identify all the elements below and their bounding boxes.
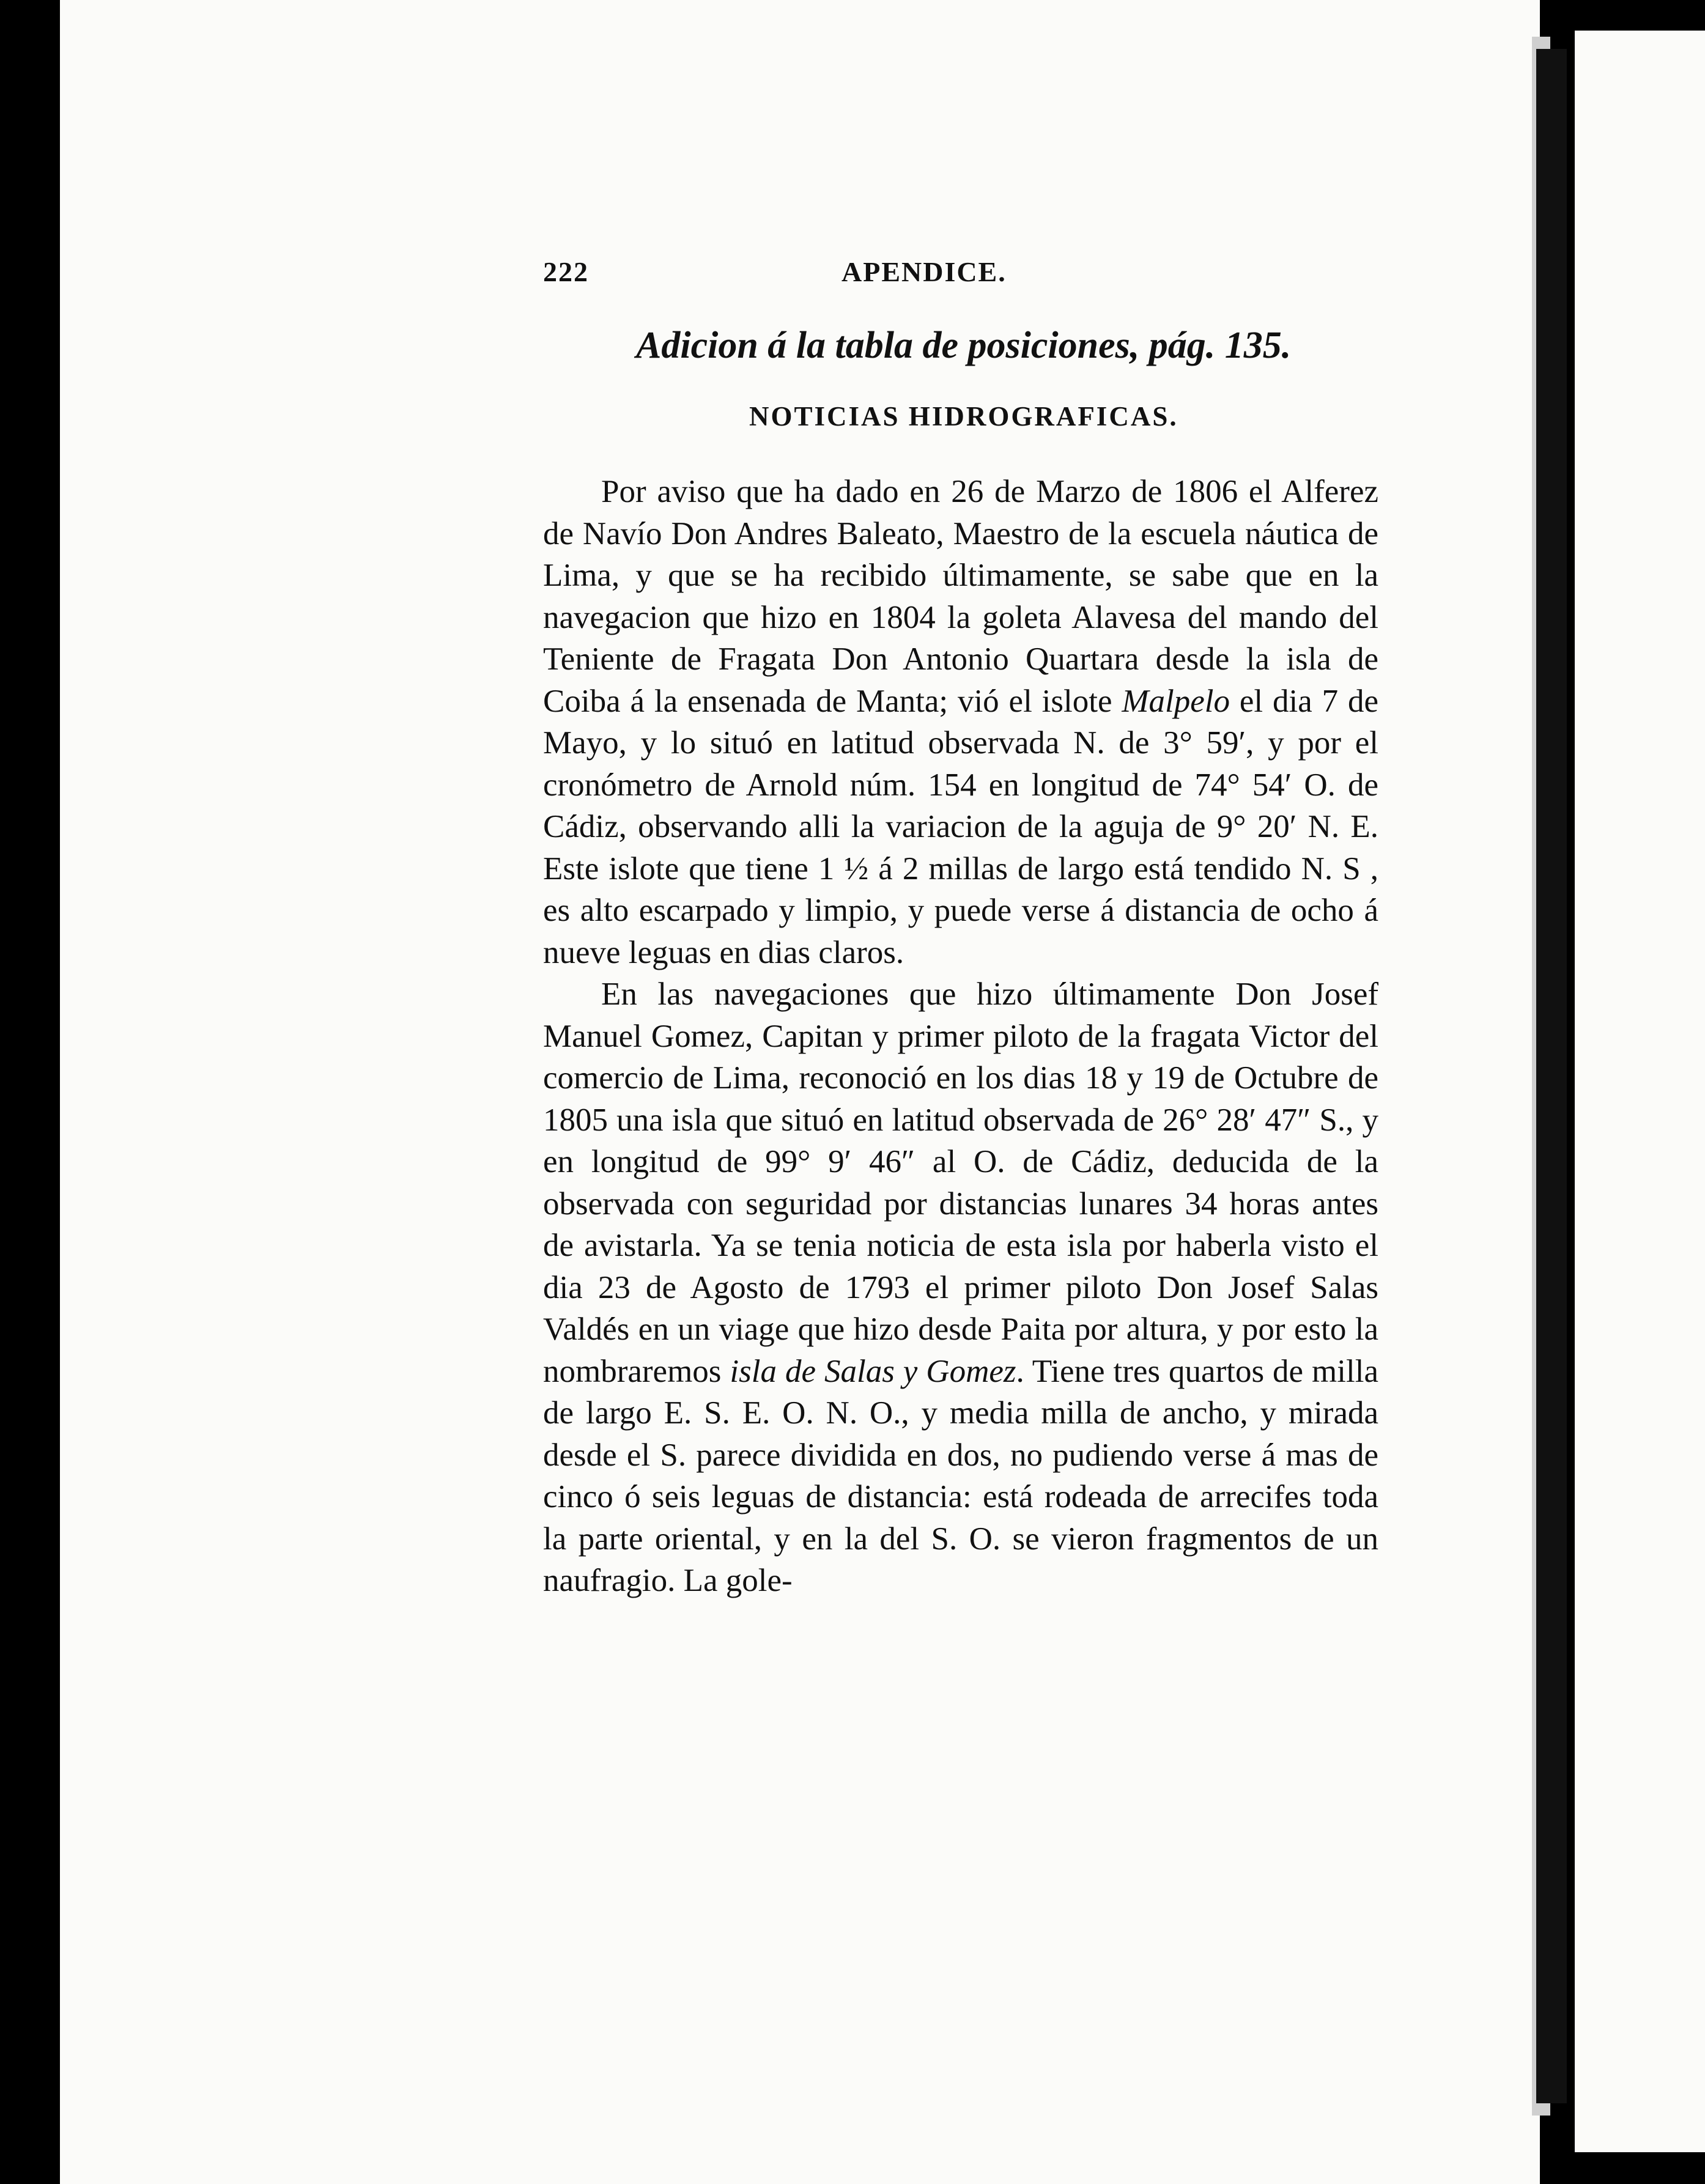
body-text (543, 471, 1378, 1602)
paragraph-text: . Tiene tres quartos de milla de largo E. S. E. O. N. O., y media milla de ancho, y mirada desde el S. parece dividida en dos, no pudiendo verse á mas de cinco ó seis leguas de distancia: está rodeada de arrecifes toda la parte oriental, y en la del S. O. se vieron fragmentos de un naufragio. La gole- (543, 1353, 1378, 1598)
subtitle: Adicion á la tabla de posiciones, pág. 135. (636, 325, 1292, 366)
book-gutter (1536, 49, 1567, 2103)
page-number: 222 (543, 256, 589, 287)
italic-place-name: Malpelo (1122, 683, 1230, 719)
adjacent-page-edge (1575, 31, 1705, 2152)
running-head: APENDICE. (841, 256, 1007, 287)
paragraph-text: Por aviso que ha dado en 26 de Marzo de 1806 el Alferez de Navío Don Andres Baleato, Maestro de la escuela náutica de Lima, y que se ha recibido últimamente, se sabe que en la navegacion que hizo en 1804 la goleta Alavesa del mando del Teniente de Fragata Don Antonio Quartara desde la isla de Coiba á la ensenada de Manta; vió el islote (543, 474, 1378, 719)
page-header (543, 256, 1378, 292)
paragraph-malpelo (543, 471, 1378, 973)
paragraph-text: En las navegaciones que hizo últimamente Don Josef Manuel Gomez, Capitan y primer piloto de la fragata Victor del comercio de Lima, reconoció en los dias 18 y 19 de Octubre de 1805 una isla que situó en latitud observada de 26° 28′ 47″ S., y en longitud de 99° 9′ 46″ al O. de Cádiz, deducida de la observada con seguridad por distancias lunares 34 horas antes de avistarla. Ya se tenia noticia de esta isla por haberla visto el dia 23 de Agosto de 1793 el primer piloto Don Josef Salas Valdés en un viage que hizo desde Paita por altura, y por esto la nombraremos (543, 976, 1378, 1389)
italic-place-name: isla de Salas y Gomez (730, 1353, 1016, 1389)
paragraph-text: el dia 7 de Mayo, y lo situó en latitud observada N. de 3° 59′, y por el cronómetro de Arnold núm. 154 en longitud de 74° 54′ O. de Cádiz, observando alli la variacion de la aguja de 9° 20′ N. E. Este islote que tiene 1 ½ á 2 millas de largo está tendido N. S , es alto escarpado y limpio, y puede verse á distancia de ocho á nueve leguas en dias claros. (543, 683, 1378, 970)
section-heading: NOTICIAS HIDROGRAFICAS. (749, 401, 1178, 432)
paragraph-salas-y-gomez (543, 973, 1378, 1602)
